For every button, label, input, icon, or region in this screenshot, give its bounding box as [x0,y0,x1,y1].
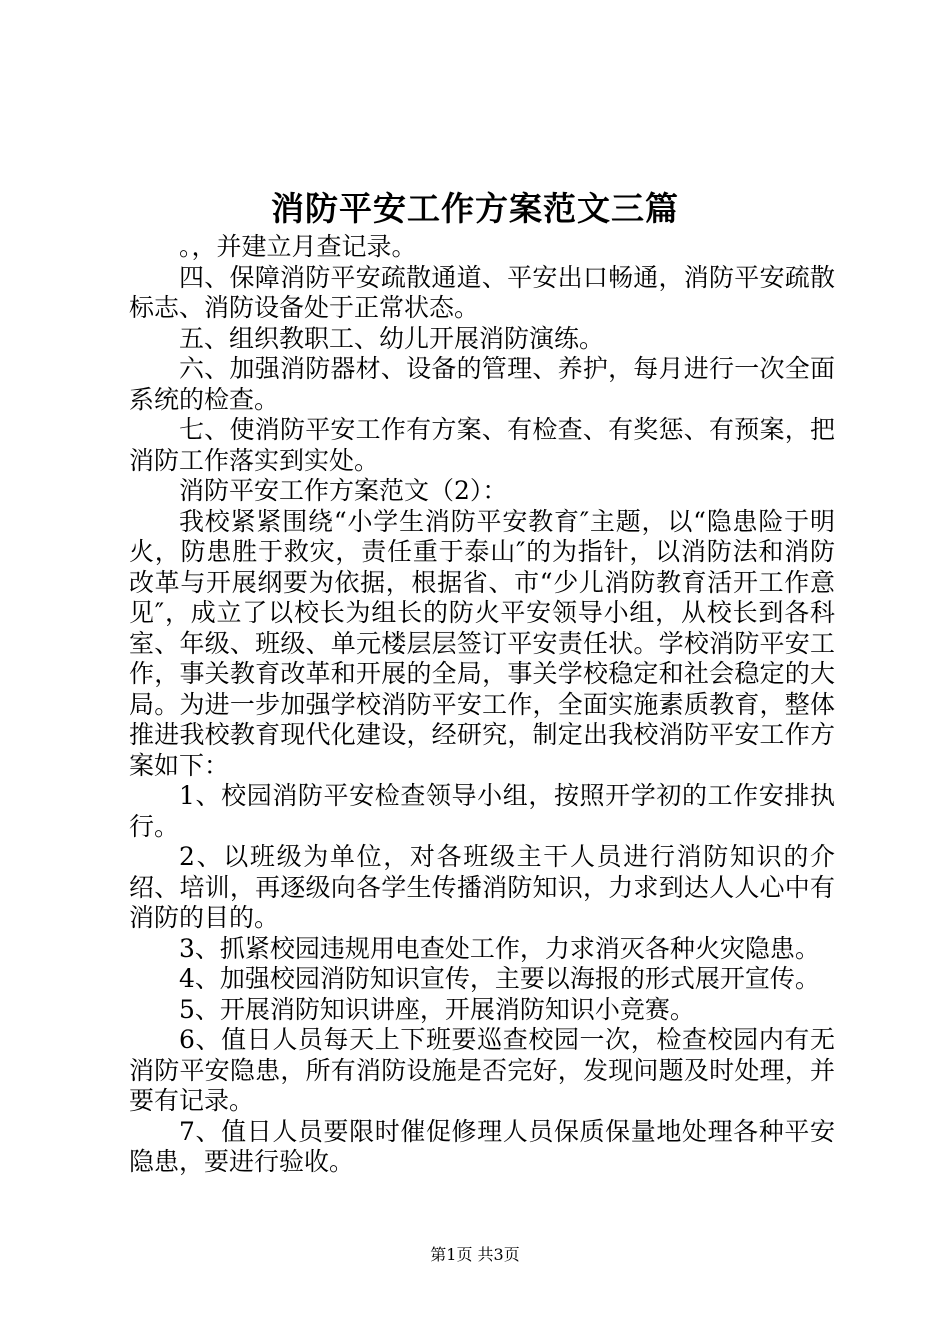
list-item: 2、以班级为单位，对各班级主干人员进行消防知识的介绍、培训，再逐级向各学生传播消防知识，力求到达人人心中有消防的目的。 [129,842,835,932]
list-item: 7、值日人员要限时催促修理人员保质保量地处理各种平安隐患，要进行验收。 [129,1116,835,1176]
list-item: 3、抓紧校园违规用电查处工作，力求消灭各种火灾隐患。 [179,933,820,963]
list-item: 4、加强校园消防知识宣传，主要以海报的形式展开宣传。 [179,964,820,993]
paragraph: 四、保障消防平安疏散通道、平安出口畅通，消防平安疏散标志、消防设备处于正常状态。 [129,262,835,322]
list-item: 5、开展消防知识讲座，开展消防知识小竞赛。 [179,994,695,1024]
paragraph: 六、加强消防器材、设备的管理、养护，每月进行一次全面系统的检查。 [129,354,835,414]
paragraph: 七、使消防平安工作有方案、有检查、有奖惩、有预案，把消防工作落实到实处。 [129,415,835,475]
paragraph: 我校紧紧围绕“小学生消防平安教育″主题，以“隐患险于明火，防患胜于救灾，责任重于泰山″的为指针，以消防法和消防改革与开展纲要为依据，根据省、市“少儿消防教育活开工作意见″，成立了以校长为组长的防火平安领导小组，从校长到各科室、年级、班级、单元楼层层签订平安责任状。学校消防平安工作，事关教育改革和开展的全局，事关学校稳定和社会稳定的大局。为进一步加强学校消防平安工作，全面实施素质教育，整体推进我校教育现代化建设，经研究，制定出我校消防平安工作方案如下： [129,506,835,780]
section-heading: 消防平安工作方案范文（2）： [179,476,508,505]
document-title: 消防平安工作方案范文三篇 [271,189,679,228]
document-body [129,232,835,1178]
page-footer: 第1页 共3页 [430,1245,520,1264]
list-item: 1、校园消防平安检查领导小组，按照开学初的工作安排执行。 [129,781,835,841]
paragraph: 。，并建立月查记录。 [179,232,417,261]
paragraph: 五、组织教职工、幼儿开展消防演练。 [179,323,605,353]
list-item: 6、值日人员每天上下班要巡查校园一次，检查校园内有无消防平安隐患，所有消防设施是否完好，发现问题及时处理，并要有记录。 [129,1025,835,1115]
